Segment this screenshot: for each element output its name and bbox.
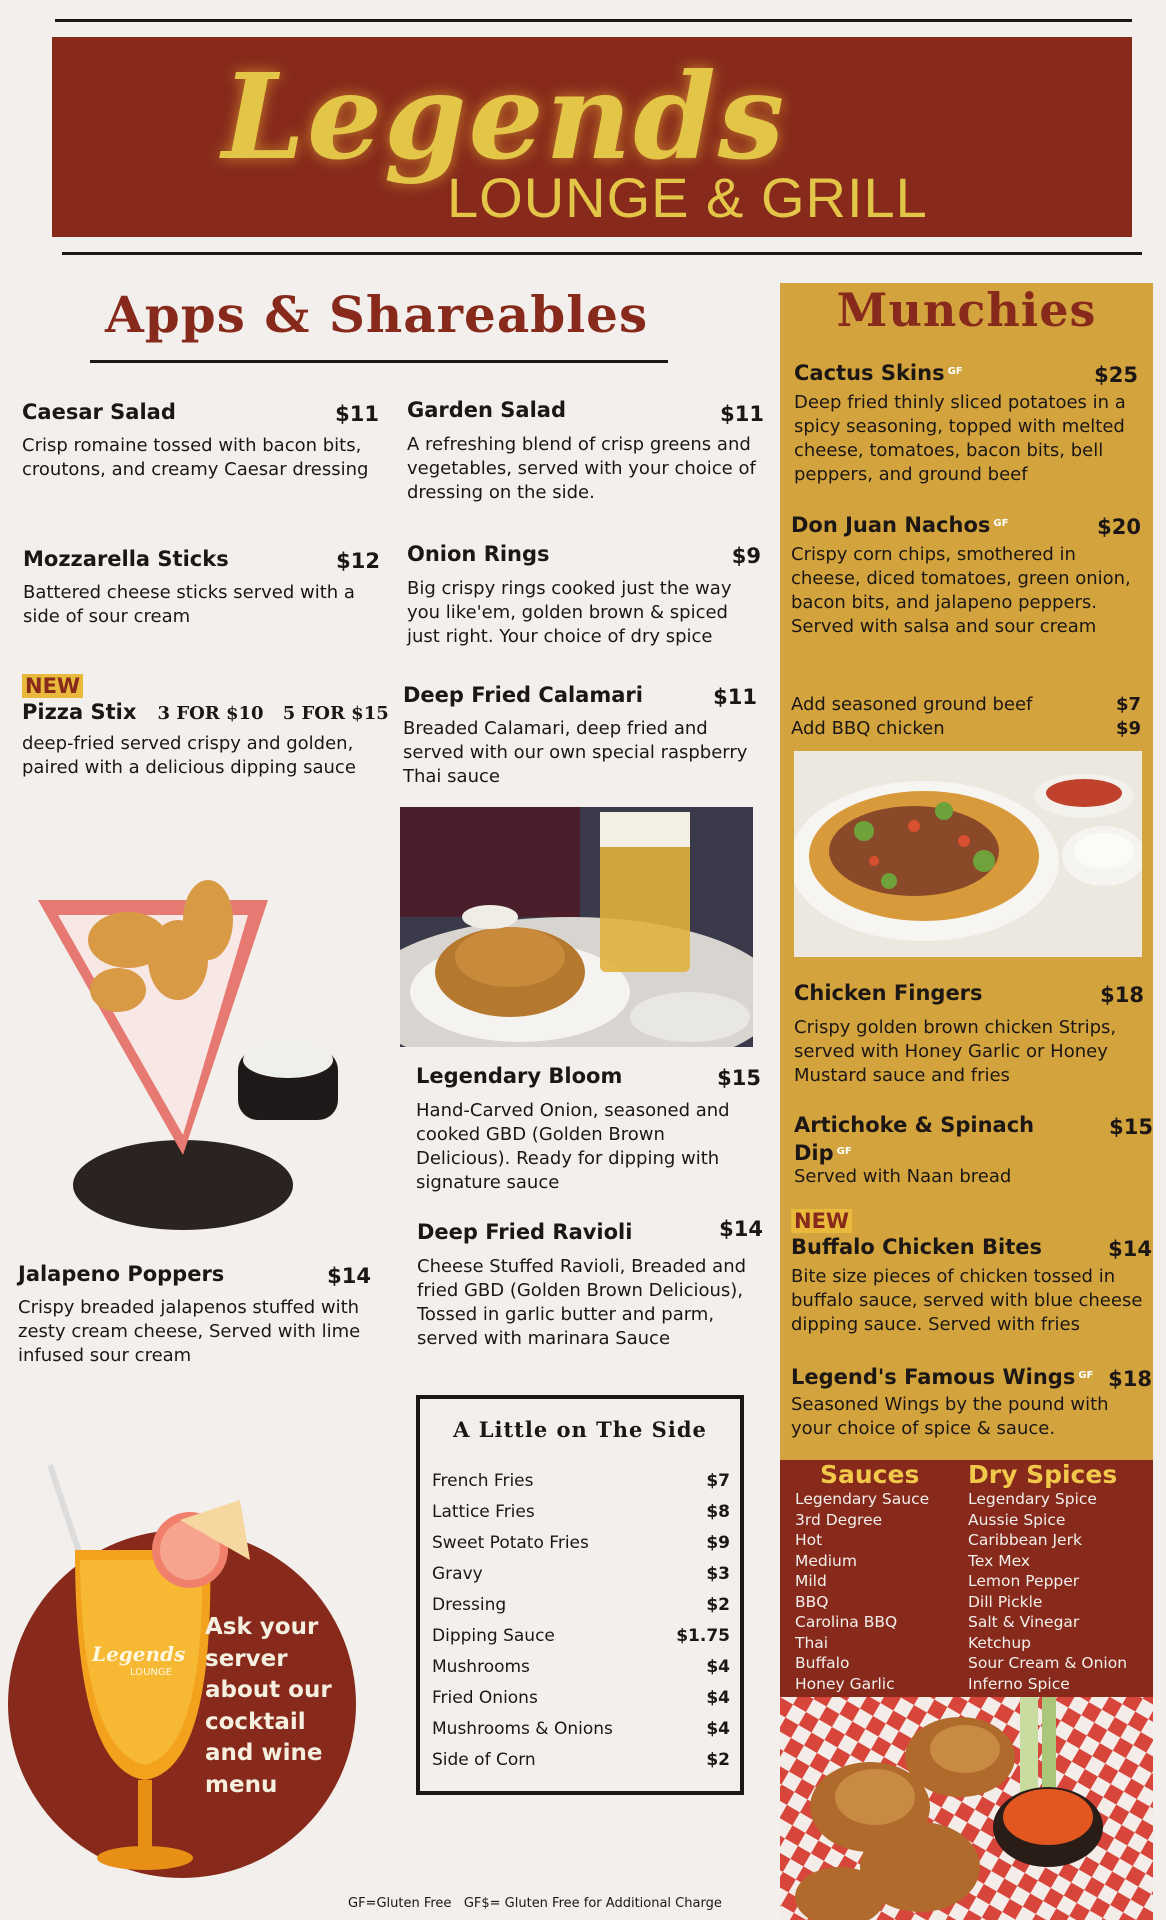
sauce-item: Thai (795, 1633, 829, 1652)
spice-item: Aussie Spice (968, 1510, 1066, 1529)
cocktail-promo-text (205, 1612, 332, 1801)
sides-title: A Little on The Side (453, 1417, 707, 1442)
side-item-price: $4 (706, 1688, 730, 1708)
item-price: $11 (713, 685, 757, 709)
side-item (432, 1595, 730, 1615)
spice-item: Dill Pickle (968, 1592, 1043, 1611)
promo-line: cocktail (205, 1708, 306, 1735)
apps-title-rule (90, 360, 668, 363)
side-item-price: $9 (706, 1533, 730, 1553)
promo-line: menu (205, 1771, 278, 1798)
gluten-free-note: GF=Gluten Free GF$= Gluten Free for Additional Charge (348, 1896, 722, 1911)
sauce-item: Medium (795, 1551, 857, 1570)
side-item (432, 1502, 730, 1522)
sauce-item: Honey Garlic (795, 1674, 895, 1693)
menu-item (791, 1365, 1152, 1441)
spice-item: Caribbean Jerk (968, 1531, 1082, 1549)
item-name: Artichoke & Spinach (794, 1113, 1035, 1137)
header-rule (62, 252, 1142, 255)
item-name: Pizza Stix (22, 700, 137, 724)
dry-spices-title: Dry Spices (968, 1460, 1118, 1489)
sauce-item: Buffalo (795, 1654, 850, 1672)
side-item-price: $1.75 (676, 1626, 730, 1646)
menu-item (22, 400, 379, 482)
top-rule (55, 19, 1132, 22)
spice-item: Ketchup (968, 1633, 1032, 1652)
menu-item (403, 683, 757, 789)
side-item-name: Mushrooms & Onions (432, 1719, 613, 1739)
spice-item: Tex Mex (968, 1551, 1031, 1570)
menu-item (791, 513, 1141, 639)
item-description: Big crispy rings cooked just the way you like'em, golden brown & spiced just right. Your choice of dry spice (407, 578, 732, 647)
item-description: Crisp romaine tossed with bacon bits, croutons, and creamy Caesar dressing (22, 435, 369, 480)
side-item-price: $4 (706, 1657, 730, 1677)
gf-marker: GF (836, 1145, 852, 1157)
gf-marker: GF (947, 365, 963, 377)
sauce-item: Hot (795, 1531, 823, 1549)
jalapeno-poppers-photo (28, 880, 350, 1240)
promo-line: and wine (205, 1740, 323, 1766)
item-name: Legend's Famous Wings (791, 1365, 1076, 1389)
item-price-alt: 5 FOR $15 (282, 703, 389, 724)
item-description: Seasoned Wings by the pound with your choice of spice & sauce. (791, 1394, 1109, 1439)
item-price: $15 (1109, 1115, 1153, 1139)
menu-item (23, 547, 380, 629)
item-description: Crispy golden brown chicken Strips, served with Honey Garlic or Honey Mustard sauce and fries (794, 1017, 1117, 1086)
side-item (432, 1719, 730, 1739)
side-item-name: French Fries (432, 1471, 534, 1491)
menu-item (794, 361, 1144, 487)
item-name-continued: Dip (794, 1141, 834, 1165)
item-price: 3 FOR $10 (157, 703, 264, 724)
side-item (432, 1688, 730, 1708)
side-item-price: $3 (706, 1564, 730, 1584)
item-name: Cactus Skins (794, 361, 945, 385)
addon-name: Add seasoned ground beef (791, 694, 1033, 715)
side-item (432, 1626, 730, 1646)
side-item-name: Lattice Fries (432, 1502, 535, 1522)
sides-box (416, 1395, 744, 1795)
item-price: $20 (1097, 515, 1141, 539)
spice-item: Salt & Vinegar (968, 1613, 1080, 1631)
item-price: $14 (719, 1217, 763, 1241)
bloom-photo (400, 807, 753, 1047)
item-name: Caesar Salad (22, 400, 176, 424)
side-item-name: Sweet Potato Fries (432, 1533, 589, 1553)
item-name: Legendary Bloom (416, 1064, 623, 1088)
item-description: Cheese Stuffed Ravioli, Breaded and fried GBD (Golden Brown Delicious), Tossed in garlic butter and parm, served with marinara Sauce (417, 1256, 747, 1349)
item-name: Jalapeno Poppers (18, 1262, 225, 1286)
sauce-item: Mild (795, 1572, 827, 1590)
spice-item: Lemon Pepper (968, 1572, 1080, 1590)
menu-item (417, 1217, 775, 1351)
section-title-munchies: Munchies (836, 283, 1097, 337)
item-description: A refreshing blend of crisp greens and vegetables, served with your choice of dressing on the side. (407, 434, 756, 503)
side-item-price: $4 (706, 1719, 730, 1739)
logo-subtitle: LOUNGE & GRILL (447, 166, 928, 229)
item-name: Buffalo Chicken Bites (791, 1235, 1042, 1259)
side-item (432, 1657, 730, 1677)
side-item-name: Dressing (432, 1595, 507, 1615)
side-item-price: $2 (706, 1750, 730, 1770)
side-item (432, 1471, 730, 1491)
item-description: Breaded Calamari, deep fried and served with our own special raspberry Thai sauce (403, 718, 748, 787)
item-price: $18 (1100, 983, 1144, 1007)
item-price: $14 (327, 1264, 371, 1288)
menu-item (416, 1064, 761, 1195)
item-description: Deep fried thinly sliced potatoes in a spicy seasoning, topped with melted cheese, tomatoes, bacon bits, bell peppers, and ground beef (794, 392, 1126, 485)
item-price: $12 (336, 549, 380, 573)
item-name: Deep Fried Ravioli (417, 1220, 633, 1244)
spice-item: Sour Cream & Onion (968, 1654, 1128, 1672)
item-description: Crispy breaded jalapenos stuffed with zesty cream cheese, Served with lime infused sour cream (18, 1297, 361, 1366)
side-item-name: Fried Onions (432, 1688, 538, 1708)
item-description: Hand-Carved Onion, seasoned and cooked GBD (Golden Brown Delicious). Ready for dipping with signature sauce (416, 1100, 730, 1193)
side-item (432, 1750, 730, 1770)
brand-banner (52, 37, 1132, 237)
side-item-price: $2 (706, 1595, 730, 1615)
addon-price: $9 (1115, 718, 1141, 739)
item-description: Battered cheese sticks served with a side of sour cream (23, 582, 355, 627)
sauce-item: Legendary Sauce (795, 1490, 930, 1508)
menu-item (407, 542, 761, 649)
menu-item (22, 674, 392, 780)
addon-row (791, 693, 1141, 717)
dry-spices-list (968, 1489, 1127, 1694)
side-item-name: Gravy (432, 1564, 483, 1584)
menu-item (407, 398, 764, 505)
menu-item (794, 1113, 1153, 1189)
item-name: Onion Rings (407, 542, 550, 566)
side-item-name: Side of Corn (432, 1750, 536, 1770)
item-name: Mozzarella Sticks (23, 547, 229, 571)
item-price: $18 (1108, 1367, 1152, 1391)
item-price: $14 (1108, 1237, 1152, 1261)
logo-script: Legends (222, 47, 787, 186)
promo-line: about our (205, 1677, 332, 1703)
menu-item (791, 1209, 1152, 1337)
sauce-item: BBQ (795, 1592, 829, 1611)
wings-photo (780, 1697, 1153, 1920)
gf-marker: GF (1078, 1369, 1094, 1381)
item-name: Chicken Fingers (794, 981, 983, 1005)
menu-item (794, 981, 1144, 1088)
item-price: $25 (1094, 363, 1138, 387)
glass-logo-sub: LOUNGE (130, 1667, 172, 1678)
nachos-photo (794, 751, 1142, 957)
sauce-item: Carolina BBQ (795, 1613, 898, 1631)
item-price: $15 (717, 1066, 761, 1090)
item-description: Bite size pieces of chicken tossed in buffalo sauce, served with blue cheese dipping sauce. Served with fries (791, 1266, 1143, 1335)
nachos-addons (791, 693, 1141, 741)
item-description: deep-fried served crispy and golden, paired with a delicious dipping sauce (22, 733, 356, 778)
side-item-name: Mushrooms (432, 1657, 530, 1677)
item-name: Garden Salad (407, 398, 566, 422)
addon-row (791, 717, 1141, 741)
sauces-title: Sauces (820, 1460, 920, 1489)
promo-line: server (205, 1645, 288, 1672)
glass-logo: Legends (92, 1642, 186, 1666)
item-name: Don Juan Nachos (791, 513, 991, 537)
item-name: Deep Fried Calamari (403, 683, 643, 707)
promo-line: Ask your (205, 1614, 319, 1640)
item-price: $11 (720, 402, 764, 426)
side-item-price: $8 (706, 1502, 730, 1522)
sauces-list (795, 1489, 929, 1694)
menu-item (18, 1262, 371, 1368)
sauces-spices-box (780, 1460, 1153, 1697)
sauce-item: 3rd Degree (795, 1510, 883, 1529)
item-description: Served with Naan bread (794, 1166, 1012, 1187)
side-item-price: $7 (706, 1471, 730, 1491)
addon-name: Add BBQ chicken (791, 718, 945, 739)
item-description: Crispy corn chips, smothered in cheese, diced tomatoes, green onion, bacon bits, and jalapeno peppers. Served with salsa and sour cream (791, 544, 1131, 637)
side-item (432, 1564, 730, 1584)
new-badge: NEW (22, 674, 83, 698)
spice-item: Legendary Spice (968, 1490, 1097, 1508)
item-price: $9 (731, 544, 761, 568)
side-item (432, 1533, 730, 1553)
gf-marker: GF (993, 517, 1009, 529)
new-badge: NEW (791, 1209, 852, 1233)
spice-item: Inferno Spice (968, 1674, 1070, 1693)
item-price: $11 (335, 402, 379, 426)
section-title-apps: Apps & Shareables (105, 285, 649, 344)
addon-price: $7 (1115, 694, 1141, 715)
side-item-name: Dipping Sauce (432, 1626, 555, 1646)
